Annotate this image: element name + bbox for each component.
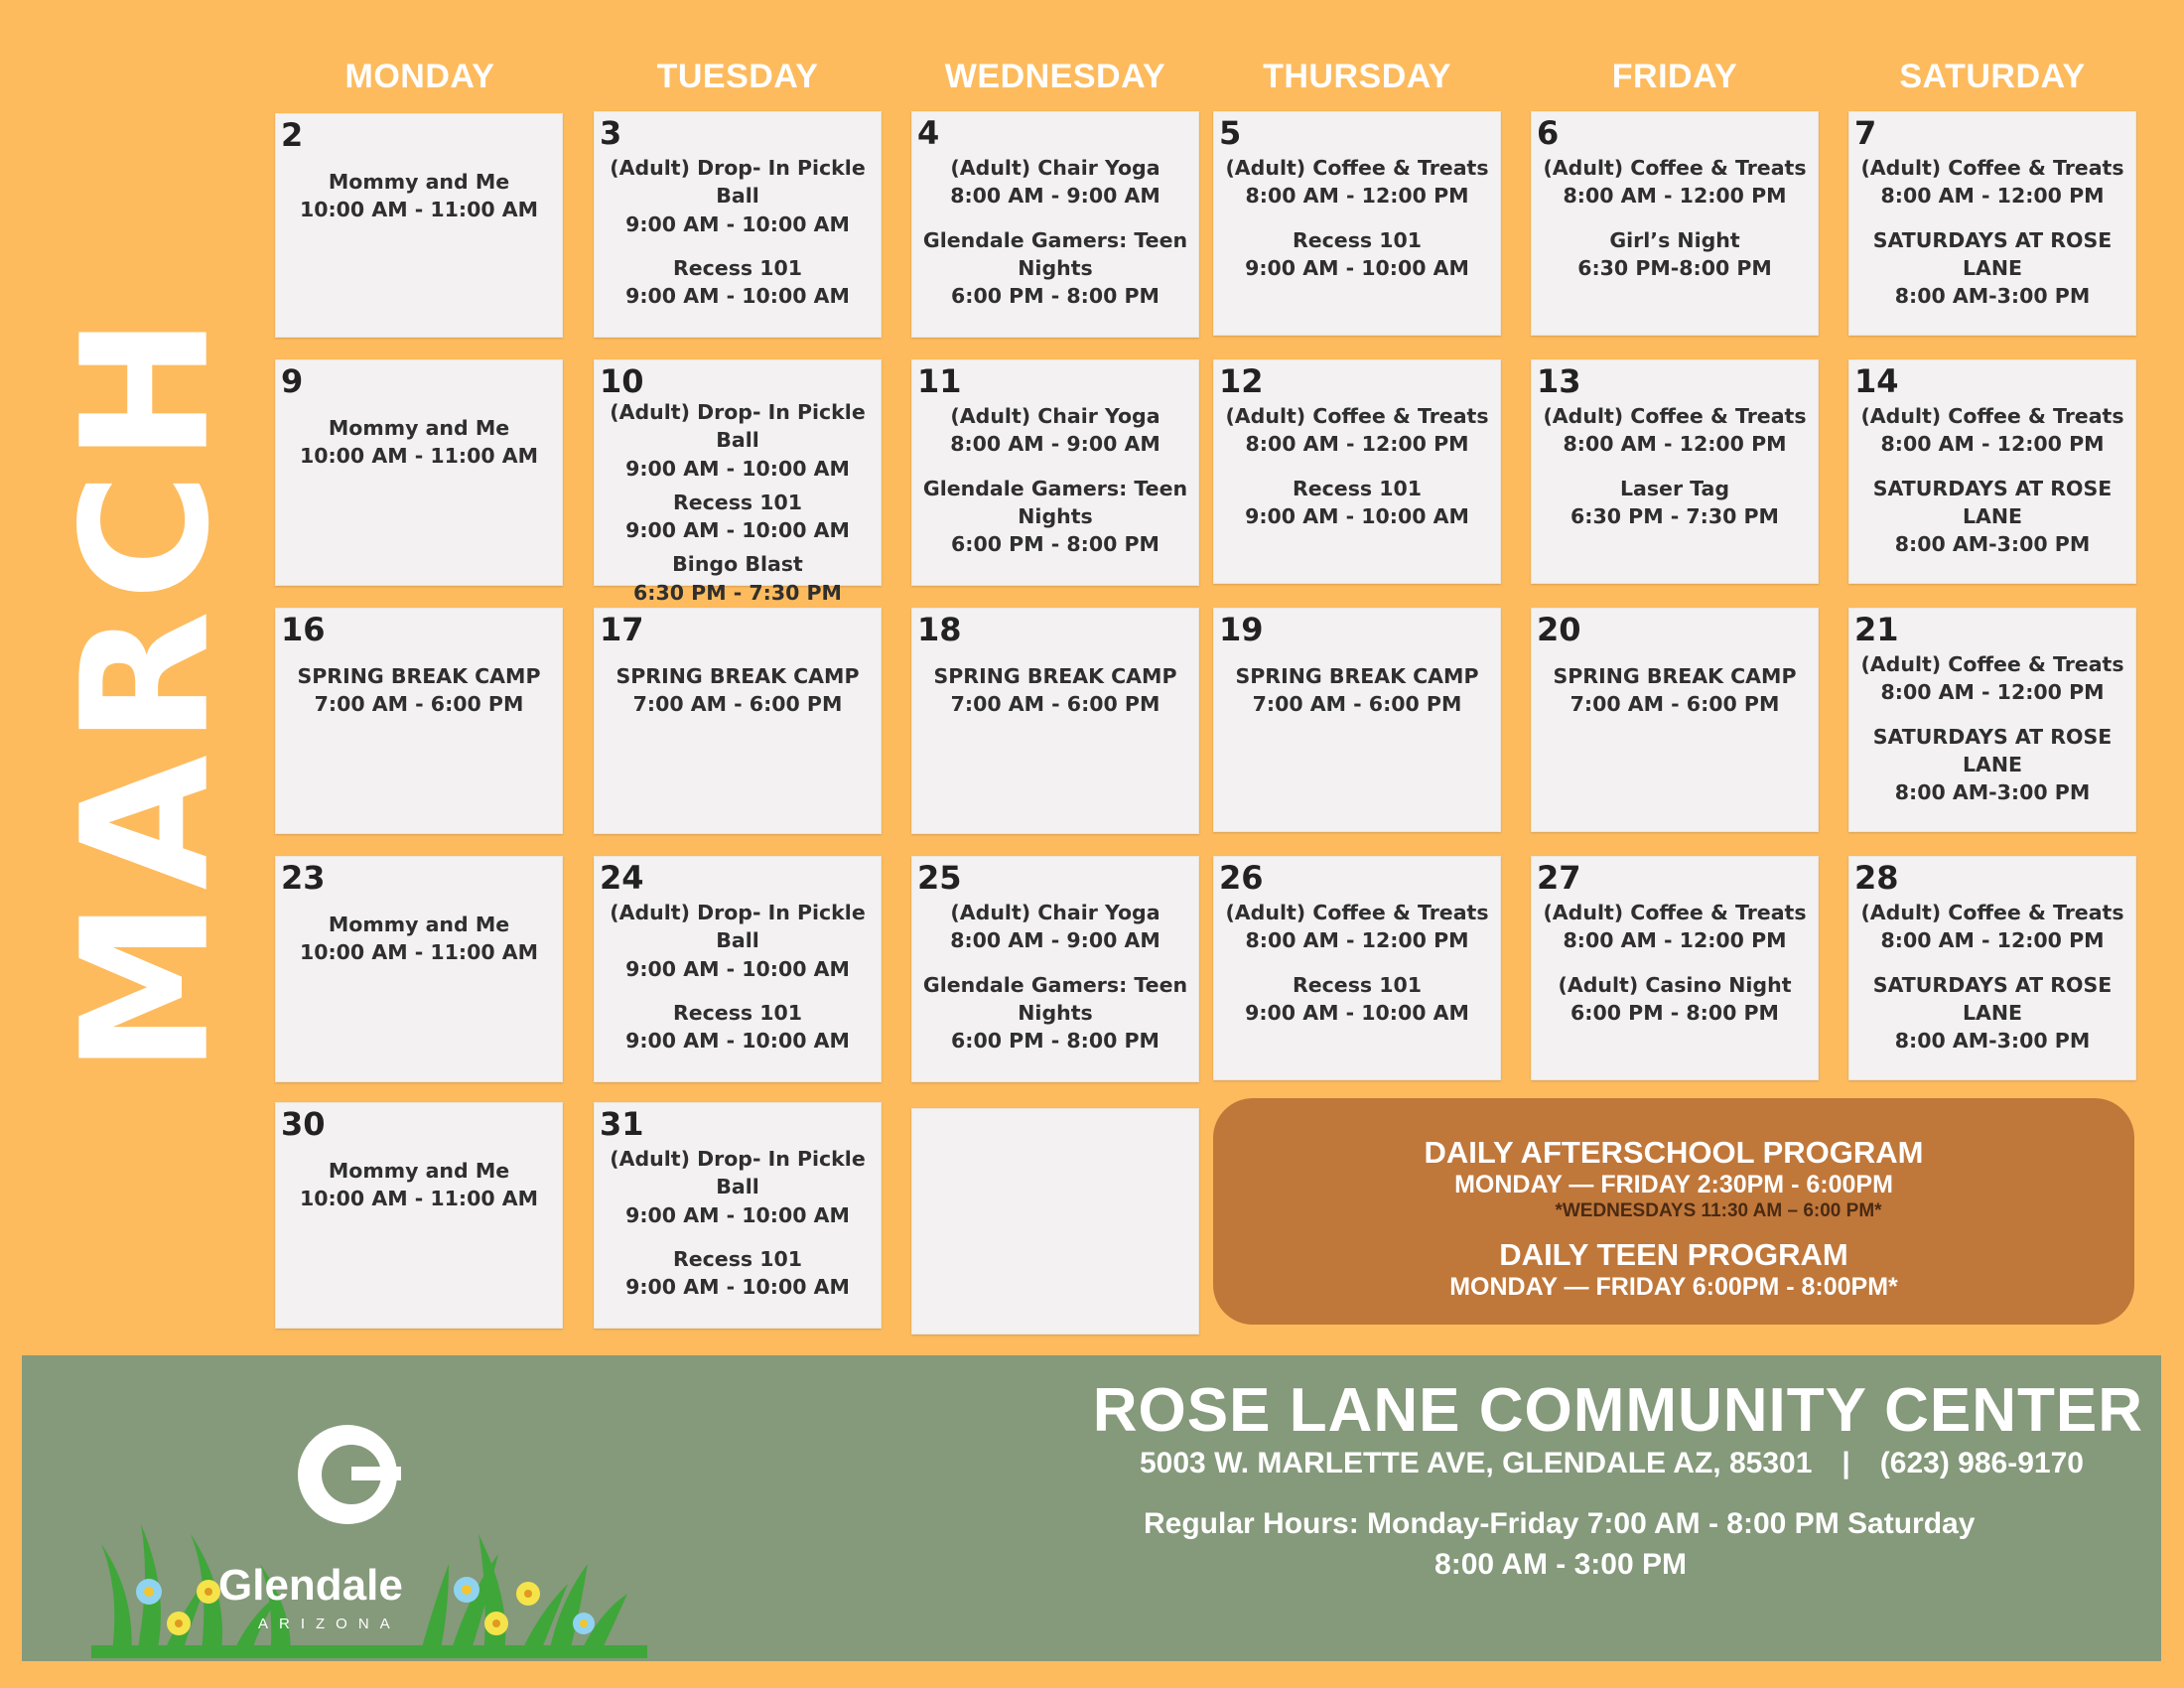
- day-cell[interactable]: [594, 111, 882, 338]
- header-wednesday: WEDNESDAY: [944, 58, 1166, 95]
- event-item[interactable]: [595, 1245, 881, 1302]
- day-number: 14: [1854, 362, 1899, 400]
- event-time: 7:00 AM - 6:00 PM: [314, 692, 524, 717]
- event-time: 9:00 AM - 10:00 AM: [625, 1202, 850, 1227]
- event-name: Laser Tag: [1619, 476, 1730, 500]
- event-item[interactable]: [912, 475, 1198, 559]
- event-item[interactable]: [1849, 226, 2135, 311]
- event-time: 8:00 AM - 12:00 PM: [1880, 432, 2105, 457]
- event-list: [1849, 899, 2135, 1055]
- event-item[interactable]: [276, 414, 562, 471]
- event-name: SPRING BREAK CAMP: [297, 664, 541, 688]
- event-item[interactable]: [595, 662, 881, 719]
- event-name: (Adult) Casino Night: [1558, 972, 1792, 997]
- event-time: 8:00 AM - 12:00 PM: [1245, 184, 1469, 209]
- day-cell[interactable]: [911, 856, 1199, 1082]
- day-number: 11: [917, 362, 962, 400]
- day-cell-empty: [911, 1108, 1199, 1335]
- event-item[interactable]: [912, 899, 1198, 955]
- event-list: [595, 398, 881, 607]
- event-item[interactable]: [1214, 475, 1500, 531]
- day-number: 2: [281, 116, 304, 154]
- event-list: [595, 154, 881, 310]
- event-item[interactable]: [1532, 154, 1818, 211]
- event-name: SATURDAYS AT ROSE LANE: [1872, 724, 2113, 776]
- event-list: [1214, 402, 1500, 530]
- event-name: SATURDAYS AT ROSE LANE: [1872, 972, 2113, 1025]
- header-saturday: SATURDAY: [1899, 58, 2086, 95]
- address-line: [1140, 1447, 2084, 1480]
- event-time: 7:00 AM - 6:00 PM: [1570, 692, 1780, 717]
- event-item[interactable]: [1849, 650, 2135, 707]
- event-time: 10:00 AM - 11:00 AM: [299, 1187, 539, 1211]
- event-name: (Adult) Coffee & Treats: [1860, 404, 2124, 428]
- separator: |: [1842, 1447, 1850, 1479]
- event-item[interactable]: [1214, 154, 1500, 211]
- event-list: [595, 662, 881, 719]
- event-item[interactable]: [1532, 402, 1818, 459]
- day-cell[interactable]: [1213, 111, 1501, 336]
- event-list: [1532, 402, 1818, 530]
- day-number: 28: [1854, 859, 1899, 897]
- event-name: Mommy and Me: [328, 1159, 510, 1183]
- event-list: [912, 662, 1198, 719]
- event-time: 8:00 AM - 12:00 PM: [1880, 680, 2105, 705]
- event-list: [912, 402, 1198, 558]
- event-item[interactable]: [1532, 226, 1818, 283]
- day-number: 6: [1537, 114, 1560, 152]
- event-item[interactable]: [276, 911, 562, 967]
- event-time: 8:00 AM - 12:00 PM: [1563, 928, 1787, 953]
- afterschool-title: DAILY AFTERSCHOOL PROGRAM: [1424, 1135, 1924, 1170]
- event-list: [912, 899, 1198, 1055]
- day-cell[interactable]: [1848, 608, 2136, 832]
- event-time: 9:00 AM - 10:00 AM: [1245, 1000, 1469, 1025]
- day-number: 24: [600, 859, 644, 897]
- event-item[interactable]: [276, 662, 562, 719]
- event-list: [1214, 899, 1500, 1027]
- day-number: 18: [917, 611, 962, 648]
- event-time: 8:00 AM-3:00 PM: [1894, 532, 2091, 557]
- event-list: [595, 899, 881, 1055]
- event-item[interactable]: [595, 999, 881, 1055]
- day-cell[interactable]: [594, 359, 882, 605]
- program-info-box: [1213, 1098, 2134, 1325]
- event-name: Glendale Gamers: Teen Nights: [922, 476, 1188, 528]
- event-time: 9:00 AM - 10:00 AM: [1245, 503, 1469, 528]
- day-cell[interactable]: [594, 1102, 882, 1329]
- day-number: 10: [600, 362, 644, 400]
- event-item[interactable]: [1532, 899, 1818, 955]
- event-item[interactable]: [912, 402, 1198, 459]
- event-time: 10:00 AM - 11:00 AM: [299, 940, 539, 965]
- event-name: Mommy and Me: [328, 416, 510, 440]
- event-time: 6:00 PM - 8:00 PM: [1570, 1000, 1779, 1025]
- event-item[interactable]: [595, 154, 881, 238]
- event-list: [1849, 402, 2135, 558]
- teen-title: DAILY TEEN PROGRAM: [1499, 1236, 1848, 1272]
- regular-hours: [1144, 1504, 2037, 1585]
- event-item[interactable]: [1214, 899, 1500, 955]
- day-cell[interactable]: [275, 608, 563, 834]
- event-name: Recess 101: [672, 1246, 803, 1271]
- event-name: SPRING BREAK CAMP: [1553, 664, 1797, 688]
- event-item[interactable]: [595, 1145, 881, 1229]
- event-name: (Adult) Chair Yoga: [950, 901, 1160, 924]
- event-time: 8:00 AM - 12:00 PM: [1245, 928, 1469, 953]
- event-time: 9:00 AM - 10:00 AM: [1245, 255, 1469, 280]
- event-time: 10:00 AM - 11:00 AM: [299, 444, 539, 469]
- event-name: Bingo Blast: [672, 552, 803, 577]
- day-cell[interactable]: [275, 113, 563, 338]
- center-name: ROSE LANE COMMUNITY CENTER: [1092, 1376, 2143, 1445]
- event-time: 7:00 AM - 6:00 PM: [1252, 692, 1462, 717]
- event-time: 9:00 AM - 10:00 AM: [625, 956, 850, 981]
- event-time: 9:00 AM - 10:00 AM: [625, 1029, 850, 1054]
- event-name: (Adult) Coffee & Treats: [1860, 652, 2124, 676]
- event-name: (Adult) Coffee & Treats: [1543, 404, 1807, 428]
- hours-line-1: Regular Hours: Monday-Friday 7:00 AM - 8:00 PM Saturday: [1144, 1507, 1976, 1540]
- event-time: 9:00 AM - 10:00 AM: [625, 211, 850, 236]
- day-cell[interactable]: [1213, 856, 1501, 1080]
- event-name: Mommy and Me: [328, 170, 510, 194]
- day-cell[interactable]: [911, 359, 1199, 586]
- event-item[interactable]: [1214, 402, 1500, 459]
- event-name: (Adult) Coffee & Treats: [1225, 901, 1489, 924]
- event-item[interactable]: [1532, 662, 1818, 719]
- event-item[interactable]: [912, 154, 1198, 211]
- event-item[interactable]: [276, 1157, 562, 1213]
- day-number: 13: [1537, 362, 1581, 400]
- header-thursday: THURSDAY: [1263, 58, 1451, 95]
- event-time: 9:00 AM - 10:00 AM: [625, 1275, 850, 1300]
- day-cell[interactable]: [275, 1102, 563, 1329]
- event-item[interactable]: [912, 971, 1198, 1055]
- event-name: Recess 101: [672, 1000, 803, 1025]
- event-list: [1849, 650, 2135, 806]
- day-number: 30: [281, 1105, 326, 1143]
- event-item[interactable]: [1214, 662, 1500, 719]
- event-item[interactable]: [595, 550, 881, 607]
- event-name: (Adult) Drop- In Pickle Ball: [610, 1147, 866, 1199]
- teen-hours: MONDAY — FRIDAY 6:00PM - 8:00PM*: [1449, 1272, 1898, 1301]
- day-cell[interactable]: [275, 359, 563, 586]
- event-item[interactable]: [1849, 154, 2135, 211]
- event-item[interactable]: [1849, 475, 2135, 559]
- day-cell[interactable]: [1848, 111, 2136, 336]
- event-time: 7:00 AM - 6:00 PM: [632, 692, 843, 717]
- day-number: 7: [1854, 114, 1877, 152]
- event-time: 8:00 AM - 9:00 AM: [950, 184, 1160, 209]
- event-time: 8:00 AM - 9:00 AM: [950, 432, 1160, 457]
- event-name: (Adult) Coffee & Treats: [1860, 901, 2124, 924]
- event-name: Recess 101: [1292, 972, 1423, 997]
- event-name: Recess 101: [672, 255, 803, 280]
- event-list: [276, 662, 562, 719]
- day-cell[interactable]: [275, 856, 563, 1082]
- event-name: SPRING BREAK CAMP: [933, 664, 1177, 688]
- event-name: (Adult) Coffee & Treats: [1543, 156, 1807, 180]
- phone[interactable]: (623) 986-9170: [1879, 1447, 2084, 1479]
- day-cell[interactable]: [1213, 608, 1501, 832]
- event-name: (Adult) Drop- In Pickle Ball: [610, 901, 866, 953]
- day-number: 20: [1537, 611, 1581, 648]
- event-list: [276, 1157, 562, 1213]
- logo-subtext: ARIZONA: [258, 1616, 401, 1632]
- event-item[interactable]: [1532, 475, 1818, 531]
- event-item[interactable]: [1214, 971, 1500, 1028]
- event-time: 8:00 AM-3:00 PM: [1894, 780, 2091, 805]
- event-item[interactable]: [1214, 226, 1500, 283]
- address: 5003 W. MARLETTE AVE, GLENDALE AZ, 85301: [1140, 1447, 1813, 1479]
- day-cell[interactable]: [911, 608, 1199, 834]
- event-time: 8:00 AM - 12:00 PM: [1563, 432, 1787, 457]
- month-title: [45, 306, 248, 1074]
- logo-text: Glendale: [218, 1561, 403, 1610]
- header-friday: FRIDAY: [1611, 58, 1738, 95]
- event-list: [276, 168, 562, 224]
- month-title-text: MARCH: [45, 306, 248, 1074]
- event-time: 9:00 AM - 10:00 AM: [625, 456, 850, 481]
- day-number: 23: [281, 859, 326, 897]
- day-number: 5: [1219, 114, 1242, 152]
- day-number: 16: [281, 611, 326, 648]
- event-item[interactable]: [1849, 971, 2135, 1055]
- event-item[interactable]: [595, 489, 881, 545]
- event-item[interactable]: [595, 899, 881, 983]
- day-cell[interactable]: [594, 608, 882, 834]
- afterschool-hours: MONDAY — FRIDAY 2:30PM - 6:00PM: [1454, 1171, 1893, 1199]
- event-time: 6:00 PM - 8:00 PM: [951, 284, 1160, 309]
- day-number: 21: [1854, 611, 1899, 648]
- event-time: 6:00 PM - 8:00 PM: [951, 532, 1160, 557]
- event-name: SATURDAYS AT ROSE LANE: [1872, 476, 2113, 528]
- event-list: [276, 911, 562, 967]
- event-name: SPRING BREAK CAMP: [615, 664, 860, 688]
- header-tuesday: TUESDAY: [656, 58, 819, 95]
- day-number: 31: [600, 1105, 644, 1143]
- day-number: 19: [1219, 611, 1264, 648]
- event-time: 7:00 AM - 6:00 PM: [950, 692, 1160, 717]
- event-time: 6:30 PM - 7:30 PM: [1570, 503, 1779, 528]
- event-list: [912, 154, 1198, 310]
- hours-line-2: 8:00 AM - 3:00 PM: [1434, 1547, 1687, 1581]
- event-name: Girl’s Night: [1609, 227, 1740, 252]
- day-cell[interactable]: [1213, 359, 1501, 584]
- event-time: 6:30 PM - 7:30 PM: [633, 580, 842, 605]
- event-name: SATURDAYS AT ROSE LANE: [1872, 227, 2113, 280]
- event-time: 9:00 AM - 10:00 AM: [625, 284, 850, 309]
- day-number: 27: [1537, 859, 1581, 897]
- event-list: [1849, 154, 2135, 310]
- day-number: 26: [1219, 859, 1264, 897]
- event-time: 8:00 AM-3:00 PM: [1894, 1029, 2091, 1054]
- event-time: 6:30 PM-8:00 PM: [1577, 255, 1772, 280]
- event-time: 8:00 AM - 12:00 PM: [1880, 184, 2105, 209]
- event-name: Recess 101: [672, 490, 803, 514]
- day-number: 4: [917, 114, 940, 152]
- event-name: Glendale Gamers: Teen Nights: [922, 972, 1188, 1025]
- day-cell[interactable]: [1848, 359, 2136, 584]
- event-name: Mommy and Me: [328, 913, 510, 936]
- event-time: 9:00 AM - 10:00 AM: [625, 518, 850, 543]
- glendale-g-icon: [298, 1425, 401, 1524]
- event-time: 8:00 AM - 12:00 PM: [1563, 184, 1787, 209]
- event-name: (Adult) Chair Yoga: [950, 156, 1160, 180]
- day-number: 3: [600, 114, 622, 152]
- event-time: 10:00 AM - 11:00 AM: [299, 198, 539, 222]
- event-name: Recess 101: [1292, 476, 1423, 500]
- event-list: [1214, 154, 1500, 282]
- event-name: Recess 101: [1292, 227, 1423, 252]
- footer-banner: [22, 1355, 2161, 1661]
- day-cell[interactable]: [1531, 359, 1819, 584]
- day-cell[interactable]: [1531, 608, 1819, 832]
- event-item[interactable]: [912, 662, 1198, 719]
- event-time: 8:00 AM-3:00 PM: [1894, 284, 2091, 309]
- event-name: (Adult) Drop- In Pickle Ball: [610, 156, 866, 209]
- event-name: (Adult) Chair Yoga: [950, 404, 1160, 428]
- event-time: 6:00 PM - 8:00 PM: [951, 1029, 1160, 1054]
- event-item[interactable]: [1849, 402, 2135, 459]
- day-number: 9: [281, 362, 304, 400]
- day-number: 25: [917, 859, 962, 897]
- afterschool-note: *WEDNESDAYS 11:30 AM – 6:00 PM*: [1555, 1200, 1882, 1222]
- event-item[interactable]: [912, 226, 1198, 311]
- header-monday: MONDAY: [344, 58, 495, 95]
- event-list: [1532, 899, 1818, 1027]
- event-item[interactable]: [595, 254, 881, 311]
- day-cell[interactable]: [911, 111, 1199, 338]
- event-item[interactable]: [1532, 971, 1818, 1028]
- event-name: (Adult) Coffee & Treats: [1225, 404, 1489, 428]
- day-number: 12: [1219, 362, 1264, 400]
- event-name: (Adult) Coffee & Treats: [1225, 156, 1489, 180]
- day-cell[interactable]: [594, 856, 882, 1082]
- event-name: Glendale Gamers: Teen Nights: [922, 227, 1188, 280]
- day-cell[interactable]: [1531, 111, 1819, 336]
- event-item[interactable]: [1849, 723, 2135, 807]
- event-item[interactable]: [1849, 899, 2135, 955]
- event-time: 8:00 AM - 9:00 AM: [950, 928, 1160, 953]
- event-list: [595, 1145, 881, 1301]
- event-list: [276, 414, 562, 471]
- event-list: [1214, 662, 1500, 719]
- event-item[interactable]: [595, 398, 881, 483]
- event-item[interactable]: [276, 168, 562, 224]
- day-cell[interactable]: [1848, 856, 2136, 1080]
- day-number: 17: [600, 611, 644, 648]
- event-time: 8:00 AM - 12:00 PM: [1880, 928, 2105, 953]
- event-name: (Adult) Coffee & Treats: [1860, 156, 2124, 180]
- event-name: SPRING BREAK CAMP: [1235, 664, 1479, 688]
- event-list: [1532, 662, 1818, 719]
- event-name: (Adult) Coffee & Treats: [1543, 901, 1807, 924]
- event-list: [1532, 154, 1818, 282]
- event-time: 8:00 AM - 12:00 PM: [1245, 432, 1469, 457]
- event-name: (Adult) Drop- In Pickle Ball: [610, 400, 866, 453]
- day-cell[interactable]: [1531, 856, 1819, 1080]
